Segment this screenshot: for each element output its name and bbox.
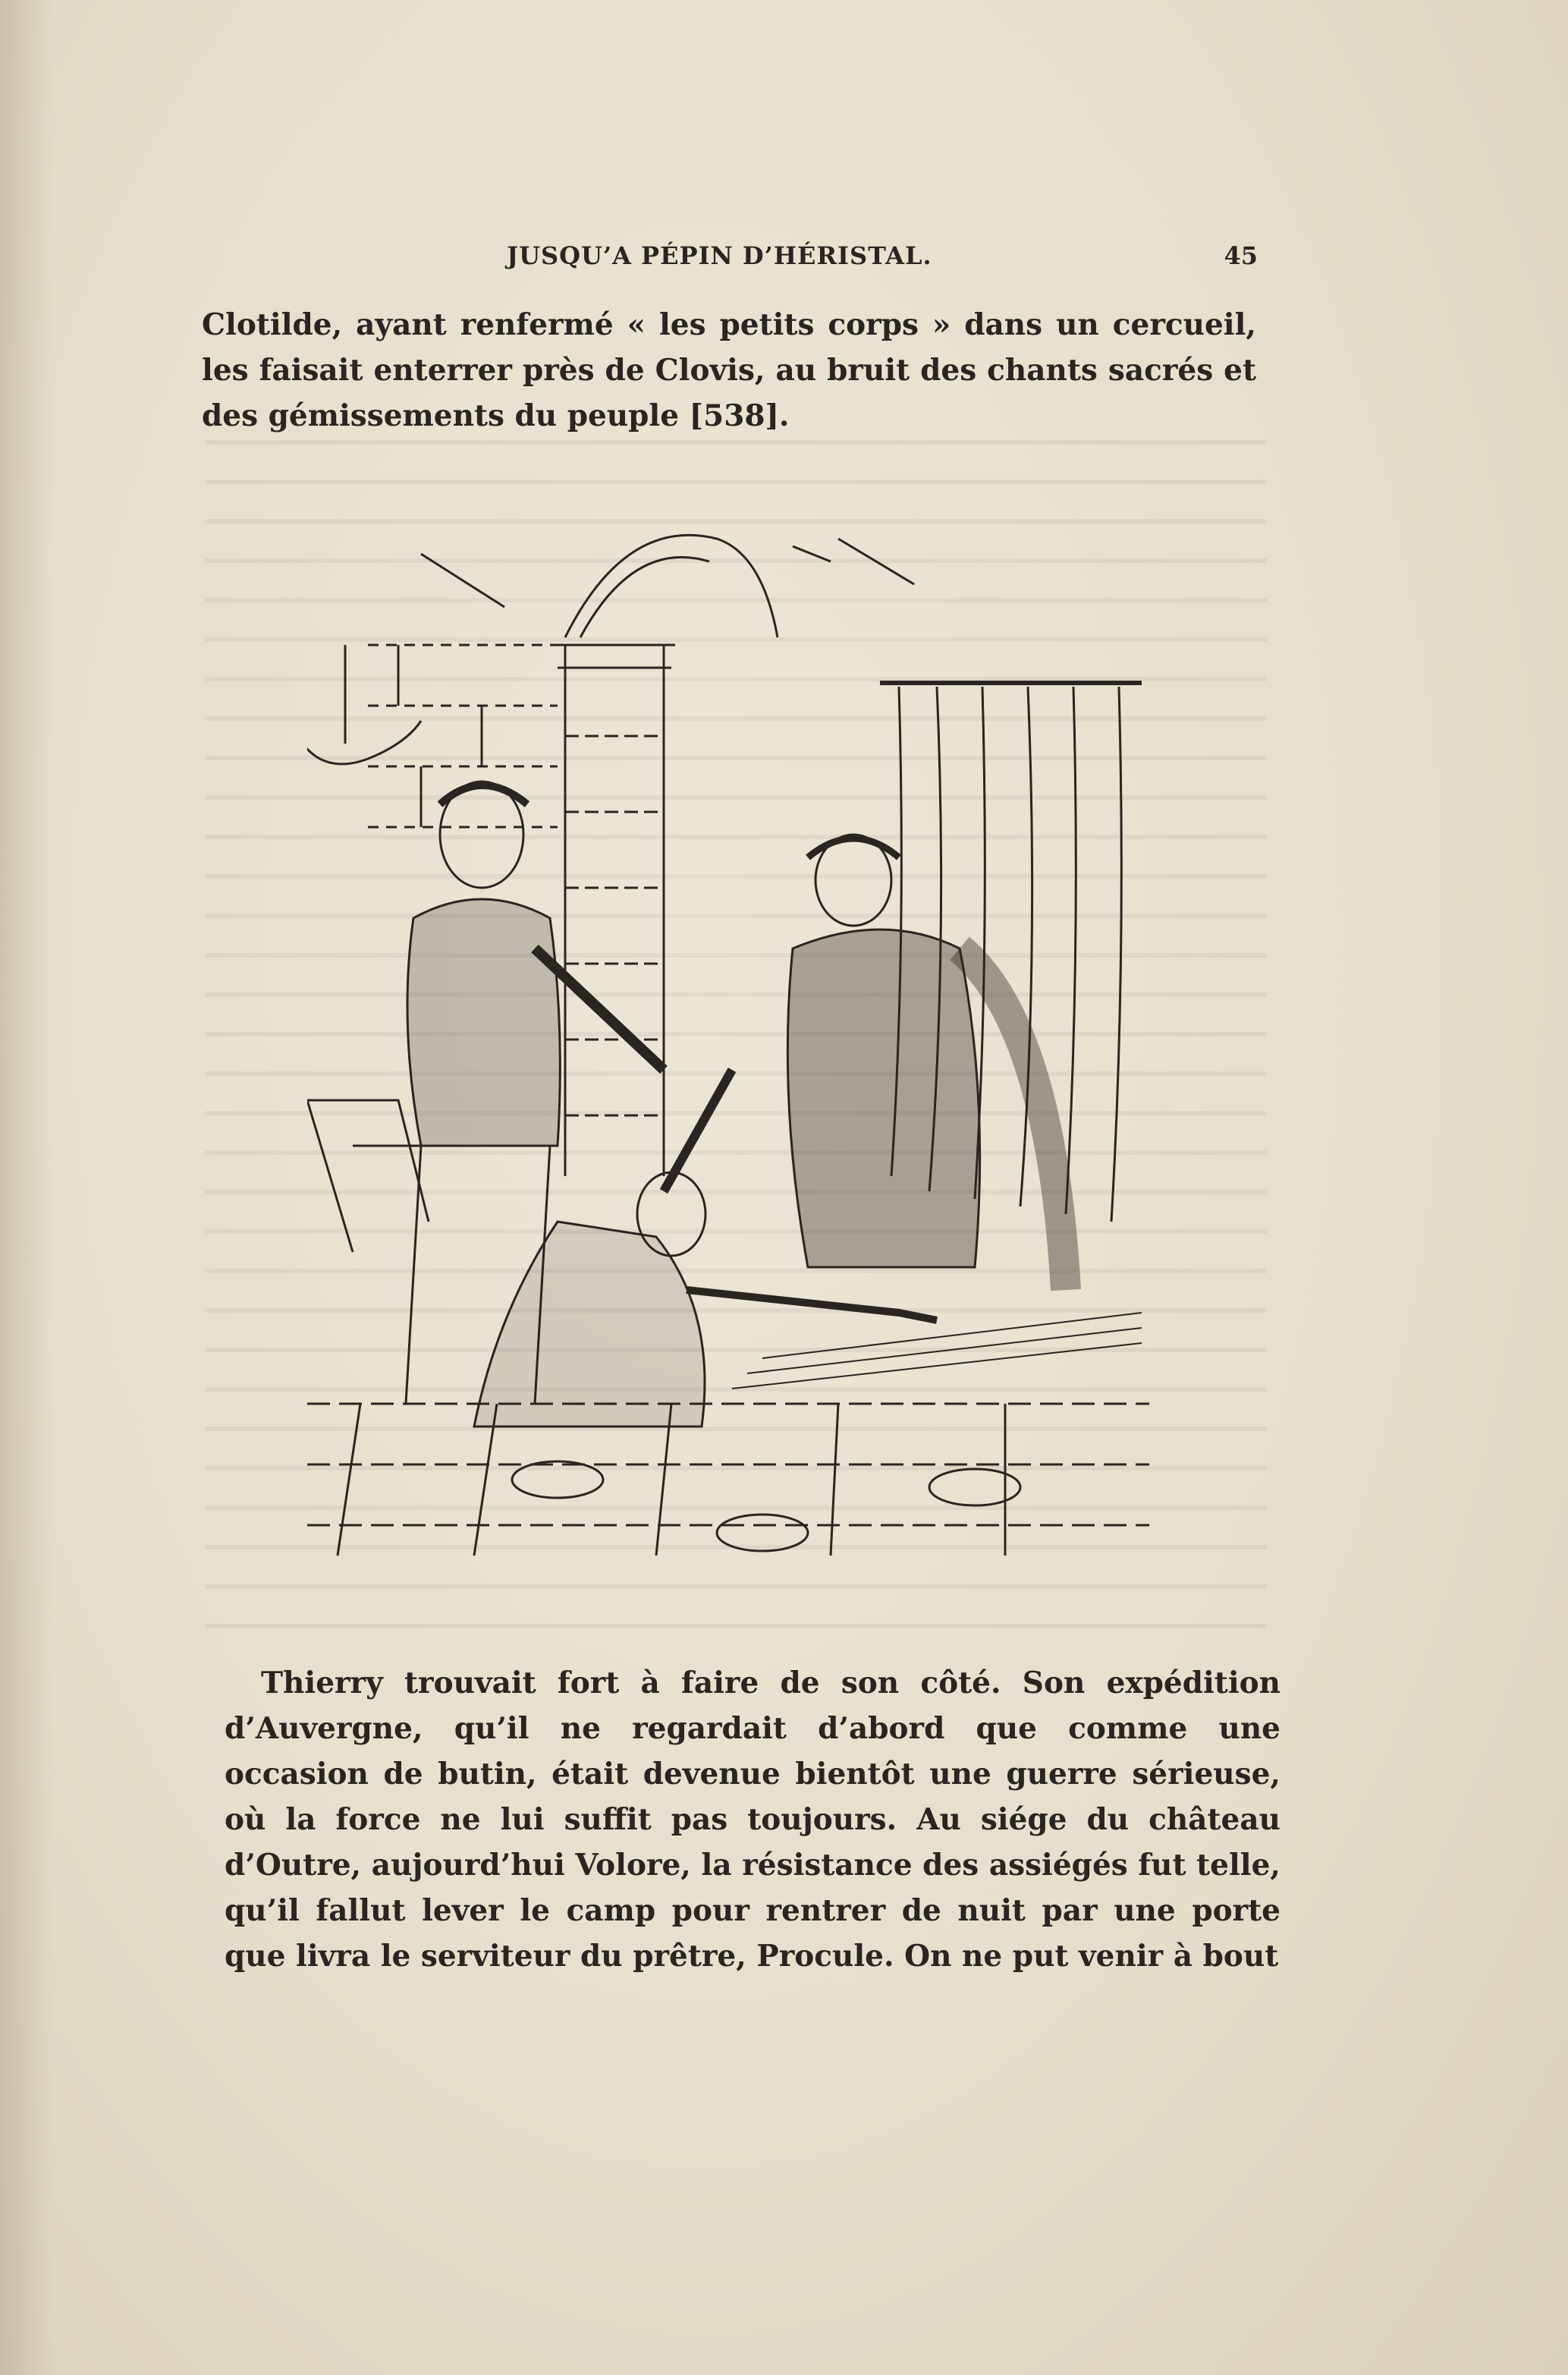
page-edge-shadow xyxy=(0,0,53,2375)
paragraph-1: Clotilde, ayant renfermé « les petits corps » dans un cercueil, les faisait enterrer près de Clovis, au bruit des chants sacrés et des gémissements du peuple [538]. xyxy=(202,307,1256,433)
page-number: 45 xyxy=(1224,241,1258,270)
engraving-icon xyxy=(307,535,1149,1556)
running-head xyxy=(203,241,1258,279)
engraving-illustration xyxy=(307,493,1149,1571)
running-head-title: JUSQU’A PÉPIN D’HÉRISTAL. xyxy=(507,241,932,270)
paragraph-2: Thierry trouvait fort à faire de son côté. Son expédition d’Auvergne, qu’il ne regardait d’abord que comme une occasion de butin, était devenue bientôt une guerre sérieuse, où la force ne lui suffit pas toujours. Au siége du château d’Outre, aujourd’hui Volore, la résistance des assiégés fut telle, qu’il fallut lever le camp pour rentrer de nuit par une porte que livra le serviteur du prêtre, Procule. On ne put venir à bout xyxy=(225,1666,1280,1974)
